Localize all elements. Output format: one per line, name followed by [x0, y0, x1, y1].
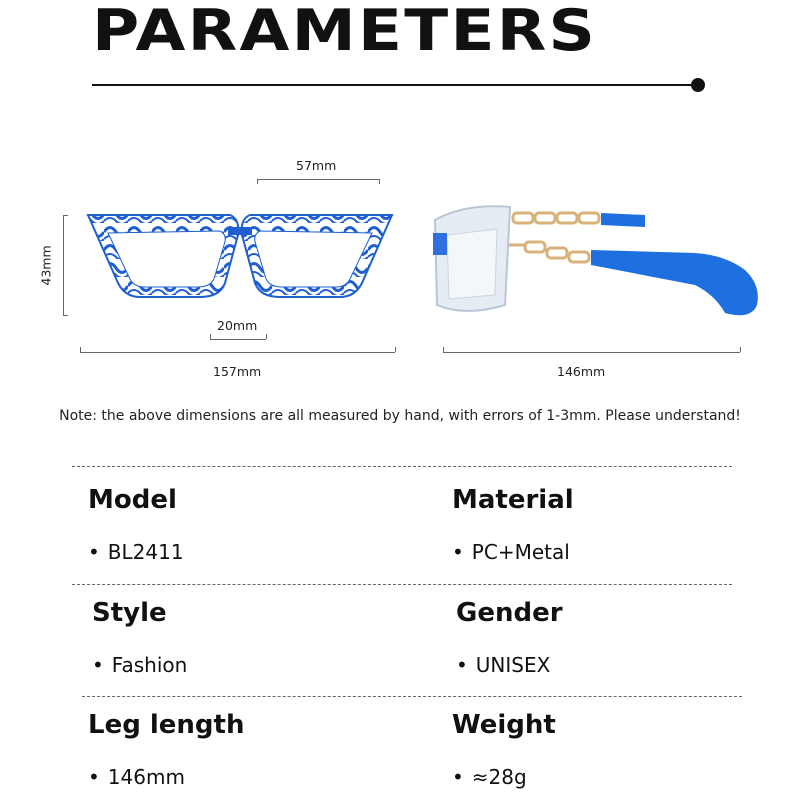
spec-value-style: • Fashion: [92, 653, 188, 677]
spec-value-weight: • ≈28g: [452, 765, 527, 789]
spec-divider: [82, 696, 742, 697]
frame-width-line: [80, 352, 395, 353]
bullet-icon: •: [452, 540, 464, 564]
spec-label-style: Style: [92, 598, 167, 628]
measurement-note: Note: the above dimensions are all measured by hand, with errors of 1-3mm. Please understand!: [59, 408, 741, 424]
title-divider-dot: [691, 78, 705, 92]
spec-value-material: • PC+Metal: [452, 540, 570, 564]
title-divider: [92, 84, 698, 86]
spec-label-model: Model: [88, 485, 177, 515]
spec-value-gender: • UNISEX: [456, 653, 551, 677]
bullet-icon: •: [88, 765, 100, 789]
lens-width-line: [257, 179, 379, 180]
bullet-icon: •: [456, 653, 468, 677]
spec-divider: [72, 584, 732, 585]
lens-height-line: [63, 215, 64, 315]
frame-width-label: 157mm: [213, 364, 262, 379]
spec-divider: [72, 466, 732, 467]
page-title: PARAMETERS: [92, 0, 598, 64]
bridge-label: 20mm: [217, 318, 258, 333]
spec-value-model: • BL2411: [88, 540, 184, 564]
lens-width-tick-right: [379, 179, 380, 184]
bridge-tick-right: [266, 334, 267, 339]
bridge-line: [210, 339, 266, 340]
bullet-icon: •: [88, 540, 100, 564]
bullet-icon: •: [452, 765, 464, 789]
temple-length-line: [443, 352, 740, 353]
temple-length-tick-left: [443, 347, 444, 352]
lens-width-tick-left: [257, 179, 258, 184]
glasses-side-view: [425, 195, 770, 330]
spec-value-leg-length: • 146mm: [88, 765, 185, 789]
bridge-tick-left: [210, 334, 211, 339]
frame-width-tick-right: [395, 347, 396, 352]
temple-length-tick-right: [740, 347, 741, 352]
lens-width-label: 57mm: [296, 158, 337, 173]
frame-width-tick-left: [80, 347, 81, 352]
glasses-front-view: [80, 205, 400, 315]
spec-label-leg-length: Leg length: [88, 710, 245, 740]
spec-label-weight: Weight: [452, 710, 556, 740]
bullet-icon: •: [92, 653, 104, 677]
lens-height-label: 43mm: [38, 245, 54, 286]
spec-label-gender: Gender: [456, 598, 563, 628]
lens-height-tick-top: [63, 215, 68, 216]
lens-height-tick-bottom: [63, 315, 68, 316]
temple-length-label: 146mm: [557, 364, 606, 379]
spec-label-material: Material: [452, 485, 574, 515]
